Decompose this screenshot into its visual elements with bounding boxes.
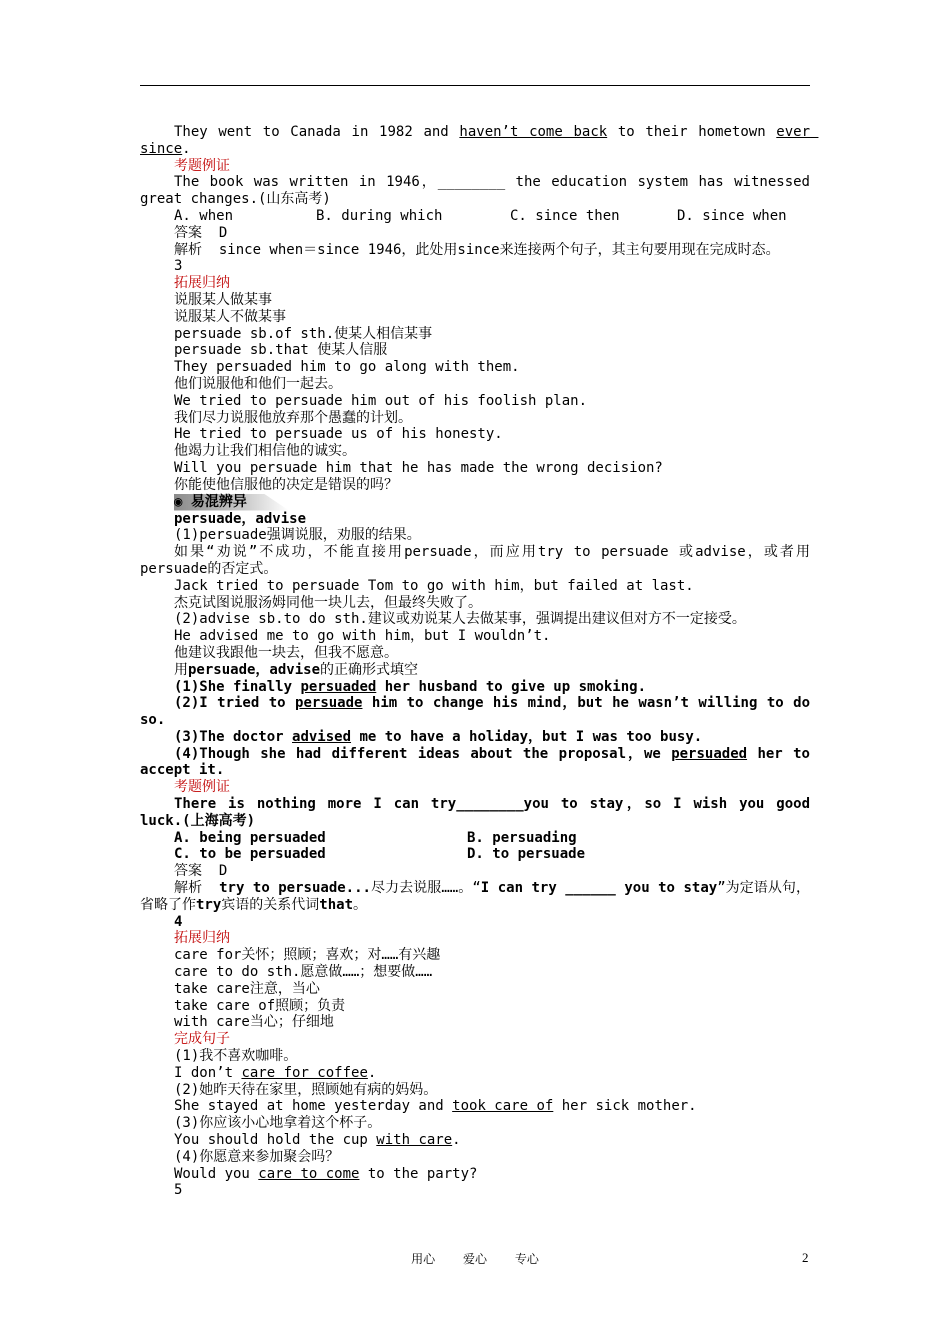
text: her to accept it. bbox=[140, 745, 819, 779]
text: to their hometown bbox=[607, 124, 777, 140]
underlined-answer: persuade bbox=[295, 695, 363, 712]
option-b: B. during which bbox=[316, 207, 443, 224]
underlined-answer: ever since bbox=[140, 124, 819, 157]
exercise-prompt: (4)你愿意来参加聚会吗？ bbox=[174, 1148, 340, 1165]
text: 。 bbox=[353, 896, 368, 913]
note-line: (2)advise sb.to do sth.建议或劝说某人去做某事，强调提出建议但对方不一定接受。 bbox=[174, 611, 746, 628]
footer-motto-3: 专心 bbox=[514, 1252, 539, 1266]
options-row bbox=[140, 208, 810, 225]
text: You should hold the cup bbox=[174, 1132, 377, 1149]
translation: 我们尽力说服他放弃那个愚蠢的计划。 bbox=[174, 409, 412, 426]
note-line: 如果“劝说”不成功，不能直接用persuade，而应用try to persuade 或advise，或者用persuade的否定式。 bbox=[140, 544, 810, 577]
options-row bbox=[140, 830, 810, 847]
text: . bbox=[367, 1064, 377, 1081]
exercise-item bbox=[140, 729, 810, 746]
text: 的正确形式填空 bbox=[320, 661, 419, 678]
question-stem: The book was written in 1946，________ the education system has witnessed great changes.(山东高考) bbox=[140, 174, 819, 208]
text: . bbox=[452, 1132, 461, 1149]
text: persuade，advise bbox=[188, 661, 321, 678]
option-c: C. since then bbox=[510, 207, 620, 224]
text: me to have a holiday，but I was too busy. bbox=[351, 728, 703, 745]
note-line: persuade sb.that 使某人信服 bbox=[174, 342, 388, 359]
option-a: A. when bbox=[174, 207, 234, 224]
example-sentence: They persuaded him to go along with them. bbox=[174, 359, 520, 376]
header-rule bbox=[140, 85, 810, 86]
text: (3)The doctor bbox=[174, 728, 293, 745]
text: her husband to give up smoking. bbox=[376, 678, 647, 695]
note-line: care to do sth.愿意做……；想要做…… bbox=[174, 964, 433, 981]
section-number: 3 bbox=[174, 258, 183, 275]
text: 解析 bbox=[174, 880, 220, 897]
section-number: 5 bbox=[174, 1182, 183, 1199]
option-d: D. since when bbox=[677, 207, 787, 224]
exercise-answer bbox=[140, 1166, 810, 1183]
exercise-instruction bbox=[140, 662, 810, 679]
note-line: 说服某人做某事 bbox=[174, 291, 272, 308]
option-d: D. to persuade bbox=[467, 846, 586, 863]
answer: 答案 D bbox=[174, 863, 228, 880]
underlined-answer: care to come bbox=[258, 1165, 360, 1182]
translation: 杰克试图说服汤姆同他一块儿去，但最终失败了。 bbox=[174, 594, 482, 611]
text: to the party? bbox=[359, 1165, 478, 1182]
footer-motto-2: 爱心 bbox=[462, 1252, 487, 1266]
section-heading: 考题例证 bbox=[174, 157, 230, 174]
subheading: persuade，advise bbox=[174, 510, 307, 527]
section-number: 4 bbox=[174, 913, 183, 930]
underlined-answer: took care of bbox=[452, 1098, 554, 1115]
text: (2)I tried to bbox=[174, 695, 296, 712]
exercise-answer bbox=[140, 1098, 810, 1115]
underlined-answer: with care bbox=[376, 1132, 453, 1149]
text: (1)She finally bbox=[174, 678, 301, 695]
text: 宾语的关系代词 bbox=[221, 896, 320, 913]
underlined-answer: advised bbox=[292, 728, 352, 745]
text: him to change his mind，but he wasn’t willing to do so. bbox=[140, 695, 819, 729]
explanation bbox=[140, 880, 810, 914]
text: ”为定语从句，省略了作 bbox=[140, 880, 811, 913]
exercise-answer bbox=[140, 1065, 810, 1082]
note-line: with care当心；仔细地 bbox=[174, 1014, 334, 1031]
note-line: take care注意，当心 bbox=[174, 980, 320, 997]
note-line: care for关怀；照顾；喜欢；对……有兴趣 bbox=[174, 947, 441, 964]
page-number: 2 bbox=[802, 1250, 809, 1265]
example-sentence: Jack tried to persuade Tom to go with him，but failed at last. bbox=[174, 577, 694, 594]
answer: 答案 D bbox=[174, 224, 228, 241]
exercise-prompt: (2)她昨天待在家里，照顾她有病的妈妈。 bbox=[174, 1081, 438, 1098]
exercise-item bbox=[140, 745, 819, 780]
exercise-prompt: (1)我不喜欢咖啡。 bbox=[174, 1048, 298, 1065]
note-line: take care of照顾；负责 bbox=[174, 997, 346, 1014]
question-stem: There is nothing more I can try________you to stay，so I wish you good luck.(上海高考) bbox=[140, 796, 819, 829]
translation: 你能使他信服他的决定是错误的吗？ bbox=[174, 476, 398, 493]
footer-motto-1: 用心 bbox=[411, 1252, 436, 1266]
text: 尽力去说服……。“ bbox=[370, 880, 481, 897]
exercise-answer bbox=[140, 1132, 810, 1149]
explanation: 解析 since when＝since 1946，此处用since来连接两个句子，其主句要用现在完成时态。 bbox=[174, 241, 780, 258]
text: I don’t bbox=[174, 1064, 242, 1081]
exercise-item bbox=[140, 679, 810, 696]
text: 用 bbox=[174, 661, 188, 678]
text: (4)Though she had different ideas about the proposal，we bbox=[174, 745, 672, 762]
page-content bbox=[140, 124, 819, 1199]
exercise-prompt: (3)你应该小心地拿着这个杯子。 bbox=[174, 1115, 382, 1132]
text: She stayed at home yesterday and bbox=[174, 1098, 453, 1115]
text: try to persuade... bbox=[219, 880, 371, 897]
option-b: B. persuading bbox=[467, 829, 577, 846]
option-c: C. to be persuaded bbox=[174, 846, 326, 863]
exercise-item bbox=[140, 695, 819, 729]
section-heading: 拓展归纳 bbox=[174, 930, 230, 947]
options-row bbox=[140, 846, 810, 863]
text: that bbox=[319, 896, 354, 913]
text: . bbox=[182, 140, 191, 157]
section-heading: 拓展归纳 bbox=[174, 275, 230, 292]
underlined-answer: persuaded bbox=[300, 678, 377, 695]
text: Would you bbox=[174, 1165, 259, 1182]
example-sentence: He tried to persuade us of his honesty. bbox=[174, 426, 503, 443]
underlined-answer: care for coffee bbox=[241, 1064, 368, 1081]
section-heading: 完成句子 bbox=[174, 1031, 230, 1048]
note-line: persuade sb.of sth.使某人相信某事 bbox=[174, 325, 433, 342]
example-sentence: We tried to persuade him out of his foolish plan. bbox=[174, 392, 588, 409]
example-sentence: He advised me to go with him，but I wouldn’t. bbox=[174, 628, 551, 645]
section-banner bbox=[140, 494, 810, 511]
section-heading: 考题例证 bbox=[174, 779, 230, 796]
underlined-answer: persuaded bbox=[671, 745, 748, 762]
text: I can try ______ you to stay bbox=[480, 880, 718, 897]
example-sentence: Will you persuade him that he has made the wrong decision? bbox=[174, 459, 663, 476]
translation: 他竭力让我们相信他的诚实。 bbox=[174, 443, 356, 460]
note-line: (1)persuade强调说服，劝服的结果。 bbox=[174, 527, 421, 544]
banner-title: ◉ 易混辨异 bbox=[174, 493, 247, 510]
text: try bbox=[196, 896, 222, 913]
text: her sick mother. bbox=[553, 1098, 697, 1115]
text: They went to Canada in 1982 and bbox=[174, 124, 460, 140]
translation: 他建议我跟他一块去，但我不愿意。 bbox=[174, 644, 398, 661]
option-a: A. being persuaded bbox=[174, 829, 326, 846]
underlined-answer: haven’t come back bbox=[459, 124, 608, 140]
translation: 他们说服他和他们一起去。 bbox=[174, 375, 342, 392]
example-sentence bbox=[140, 124, 819, 158]
note-line: 说服某人不做某事 bbox=[174, 308, 286, 325]
